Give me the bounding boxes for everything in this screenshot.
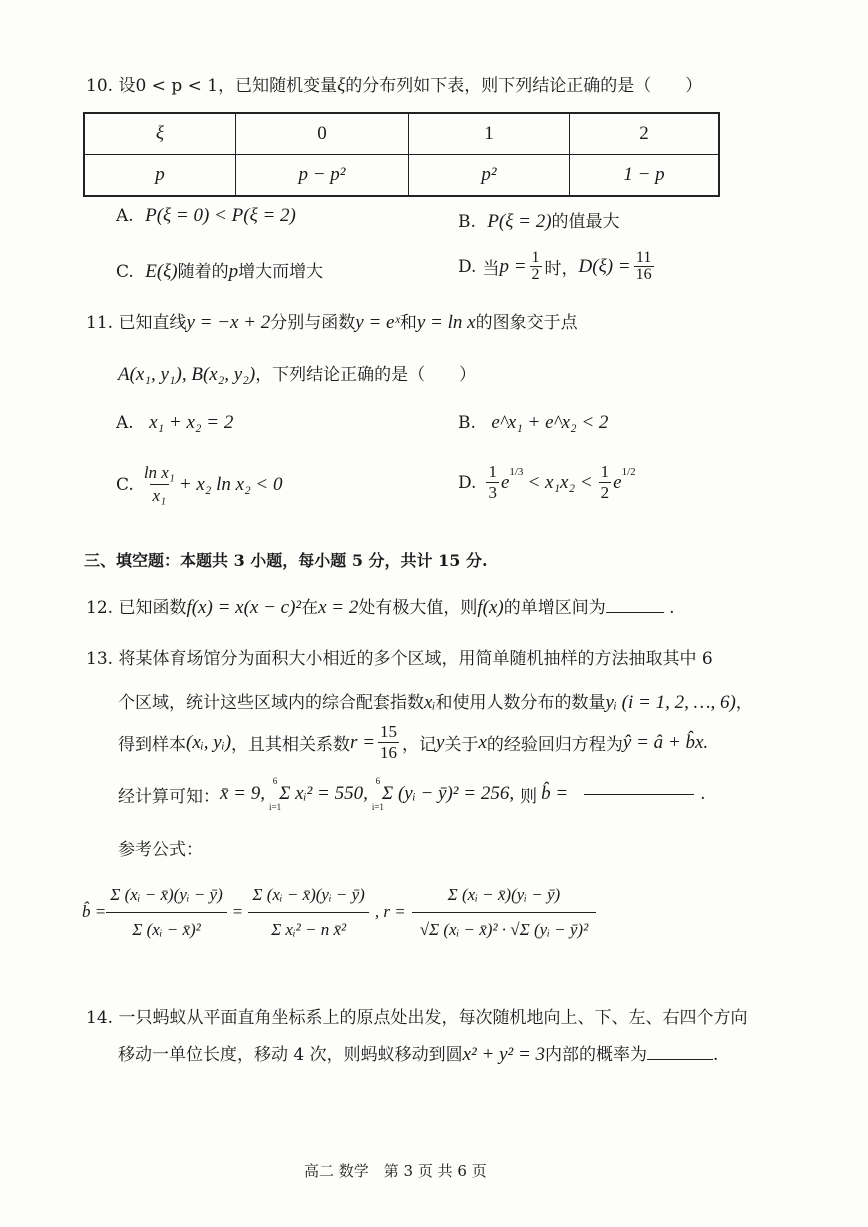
option-var: p xyxy=(228,261,239,282)
q11-number: 11. xyxy=(86,313,114,333)
option-math: p = xyxy=(499,255,527,277)
fraction xyxy=(486,462,499,503)
q13-math: Σ xᵢ² = 550, xyxy=(279,783,368,804)
table-row xyxy=(84,113,719,155)
fraction-numerator: Σ (xᵢ − x̄)(yᵢ − ȳ) xyxy=(447,884,561,904)
fraction-numerator: 1 xyxy=(600,462,610,481)
formula-equals: = xyxy=(232,902,243,921)
q13-line3 xyxy=(118,722,708,763)
option-label: A. xyxy=(116,206,134,226)
q12-text: 已知函数 xyxy=(118,598,187,618)
q14-text: . xyxy=(713,1045,719,1065)
fraction-denominator: Σ xᵢ² − n x̄² xyxy=(248,912,369,947)
q13-text: 关于 xyxy=(444,735,479,755)
exponent: 1/3 xyxy=(509,466,524,478)
option-text: 随着的 xyxy=(177,262,229,282)
fraction-denominator: 2 xyxy=(600,483,610,502)
q13-math: b̂ = xyxy=(541,783,569,804)
q10-option-c xyxy=(116,257,323,283)
fraction xyxy=(634,250,654,283)
table-cell: 2 xyxy=(570,113,720,155)
q13-text: ，且其相关系数 xyxy=(231,735,351,755)
q12-math: f(x) xyxy=(477,597,504,618)
fraction-denominator: 3 xyxy=(488,483,497,502)
formula-lhs: b̂ = xyxy=(82,902,107,921)
q10-option-a xyxy=(116,205,296,227)
q13-text: 个区域，统计这些区域内的综合配套指数 xyxy=(118,693,424,713)
fraction-numerator: 1 xyxy=(488,462,497,481)
fraction-numerator: Σ (xᵢ − x̄)(yᵢ − ȳ) xyxy=(110,884,223,904)
option-math: e^x₁ + e^x₂ < 2 xyxy=(491,412,609,433)
q13-line2 xyxy=(118,688,753,714)
option-label: B. xyxy=(458,413,476,433)
q13-math: y xyxy=(436,731,445,753)
table-cell: p − p² xyxy=(236,155,409,197)
q12-text: 在 xyxy=(301,598,319,618)
fraction-denominator: Σ (xᵢ − x̄)² xyxy=(106,912,227,947)
fraction-denominator: x₁ xyxy=(150,484,169,507)
option-math: E(ξ) xyxy=(145,261,178,282)
fraction-numerator: 15 xyxy=(380,722,398,741)
q10-xi: ξ xyxy=(337,75,346,96)
reference-label: 参考公式： xyxy=(118,840,203,860)
q11-math: y = eˣ xyxy=(355,312,400,333)
fraction-denominator: 16 xyxy=(380,743,398,762)
option-text: 当 xyxy=(482,259,500,279)
fraction-numerator: 11 xyxy=(635,249,652,266)
q13-text: 将某体育场馆分为面积大小相近的多个区域，用简单随机抽样的方法抽取其中 6 xyxy=(118,649,713,669)
fraction-denominator: √Σ (xᵢ − x̄)² · √Σ (yᵢ − ȳ)² xyxy=(412,912,596,947)
fraction-denominator: 2 xyxy=(531,266,540,283)
page-footer: 高二 数学 第 3 页 共 6 页 xyxy=(304,1162,487,1180)
fraction-numerator: ln x₁ xyxy=(143,463,175,482)
q13-math: xᵢ xyxy=(424,692,436,713)
q13-text: ， xyxy=(735,693,753,713)
sum-upper: 6 xyxy=(272,776,278,786)
q13-math: ŷ = â + b̂x. xyxy=(622,731,709,753)
q13-text: 的经验回归方程为 xyxy=(486,735,623,755)
q11-option-d xyxy=(458,462,636,503)
q11-stem xyxy=(86,308,578,334)
option-label: C. xyxy=(116,474,134,495)
q10-stem xyxy=(86,71,702,97)
fraction xyxy=(530,250,542,283)
q11-option-c xyxy=(116,462,283,507)
q12-number: 12. xyxy=(86,598,114,618)
option-text: 时， xyxy=(544,259,579,279)
table-cell: 1 xyxy=(409,113,570,155)
q13-math: yᵢ (i = 1, 2, …, 6) xyxy=(605,692,736,713)
table-row xyxy=(84,155,719,197)
option-math: x₁ + x₂ = 2 xyxy=(149,412,234,433)
q11-math: y = −x + 2 xyxy=(186,312,271,333)
q13-math: Σ (yᵢ − ȳ)² = 256, xyxy=(381,783,515,804)
q11-text: 已知直线 xyxy=(118,313,187,333)
option-math: e xyxy=(500,471,510,493)
formula-r: , r = xyxy=(374,902,406,921)
q12-text: 处有极大值，则 xyxy=(358,598,478,618)
q13-math: (xᵢ, yᵢ) xyxy=(186,731,232,753)
fraction-numerator: Σ (xᵢ − x̄)(yᵢ − ȳ) xyxy=(252,884,365,904)
q13-math: x xyxy=(478,731,487,753)
option-label: A. xyxy=(116,413,134,433)
q12-stem xyxy=(86,593,675,619)
q10-option-b xyxy=(458,207,620,233)
q10-stem-a: 设0 < p < 1，已知随机变量 xyxy=(118,76,338,96)
option-math: + x₂ ln x₂ < 0 xyxy=(178,473,283,495)
fraction-numerator: 1 xyxy=(531,249,540,266)
q13-line1 xyxy=(86,644,713,669)
table-cell: 1 − p xyxy=(570,155,720,197)
q13-line4: 经计算可知： x̄ = 9, 6 i=1 Σ xᵢ² = 550, 6 i=1 Σ (yᵢ − ȳ)² = 256, 则 b̂ = . xyxy=(118,776,706,812)
fraction xyxy=(378,722,399,763)
q11-math: A(x₁, y₁), B(x₂, y₂) xyxy=(118,364,256,385)
q10-stem-b: 的分布列如下表，则下列结论正确的是（ ） xyxy=(345,76,703,96)
q11-stem-2 xyxy=(118,360,476,386)
option-math: P(ξ = 0) < P(ξ = 2) xyxy=(145,205,296,226)
q14-text: 内部的概率为 xyxy=(545,1045,648,1065)
q11-text: ，下列结论正确的是（ ） xyxy=(255,365,477,385)
q10-number: 10. xyxy=(86,76,114,96)
q13-math: x̄ = 9, xyxy=(220,783,266,804)
q10-option-d xyxy=(458,250,657,283)
option-label: B. xyxy=(458,212,476,232)
q13-number: 13. xyxy=(86,649,114,669)
answer-blank[interactable] xyxy=(584,794,694,795)
option-label: D. xyxy=(458,472,477,493)
q13-math: r = xyxy=(350,731,376,753)
option-math: D(ξ) = xyxy=(578,255,631,277)
q13-text: 则 xyxy=(520,786,538,807)
option-label: D. xyxy=(458,256,477,277)
section-heading: 三、填空题：本题共 3 小题，每小题 5 分，共计 15 分. xyxy=(84,551,488,570)
option-text: 的值最大 xyxy=(551,212,620,232)
q11-option-a xyxy=(116,412,233,434)
sum-upper: 6 xyxy=(375,776,381,786)
q12-text: 的单增区间为 xyxy=(503,598,606,618)
table-cell: ξ xyxy=(84,113,236,155)
fraction xyxy=(416,878,592,947)
option-label: C. xyxy=(116,262,134,282)
fraction-denominator: 16 xyxy=(635,266,652,283)
q11-option-b xyxy=(458,412,608,434)
sum-lower: i=1 xyxy=(371,802,384,812)
fraction xyxy=(110,878,223,947)
q11-math: y = ln x xyxy=(416,312,476,333)
option-math: < x₁x₂ < xyxy=(527,471,593,493)
q14-number: 14. xyxy=(86,1008,114,1028)
q11-text: 和 xyxy=(399,313,417,333)
option-math: P(ξ = 2) xyxy=(487,211,552,232)
table-cell: 0 xyxy=(236,113,409,155)
answer-blank[interactable] xyxy=(606,612,664,613)
option-math: e xyxy=(613,471,622,493)
q14-line1 xyxy=(86,1003,747,1028)
q14-math: x² + y² = 3 xyxy=(462,1044,546,1065)
option-text: 增大而增大 xyxy=(238,262,324,282)
q14-text: 一只蚂蚁从平面直角坐标系上的原点处出发，每次随机地向上、下、左、右四个方向 xyxy=(118,1008,748,1028)
exponent: 1/2 xyxy=(621,466,636,478)
q14-text: 移动一单位长度，移动 4 次，则蚂蚁移动到圆 xyxy=(118,1045,463,1065)
q13-text: 经计算可知： xyxy=(118,786,220,807)
q13-text: ，记 xyxy=(402,735,437,755)
q12-math: f(x) = x(x − c)² xyxy=(186,597,302,618)
q14-line2 xyxy=(118,1040,718,1066)
q12-math: x = 2 xyxy=(318,597,359,618)
table-cell: p xyxy=(84,155,236,197)
fraction xyxy=(144,462,175,507)
reference-formulas xyxy=(82,862,762,962)
fraction xyxy=(252,878,365,947)
q13-text: 得到样本 xyxy=(118,735,186,755)
q13-text: 和使用人数分布的数量 xyxy=(435,693,606,713)
answer-blank[interactable] xyxy=(647,1059,713,1060)
table-cell: p² xyxy=(409,155,570,197)
distribution-table xyxy=(83,112,720,197)
q11-text: 分别与函数 xyxy=(270,313,356,333)
sum-lower: i=1 xyxy=(269,802,282,812)
fraction xyxy=(599,462,612,503)
q11-text: 的图象交于点 xyxy=(475,313,578,333)
q12-text: . xyxy=(669,598,675,618)
